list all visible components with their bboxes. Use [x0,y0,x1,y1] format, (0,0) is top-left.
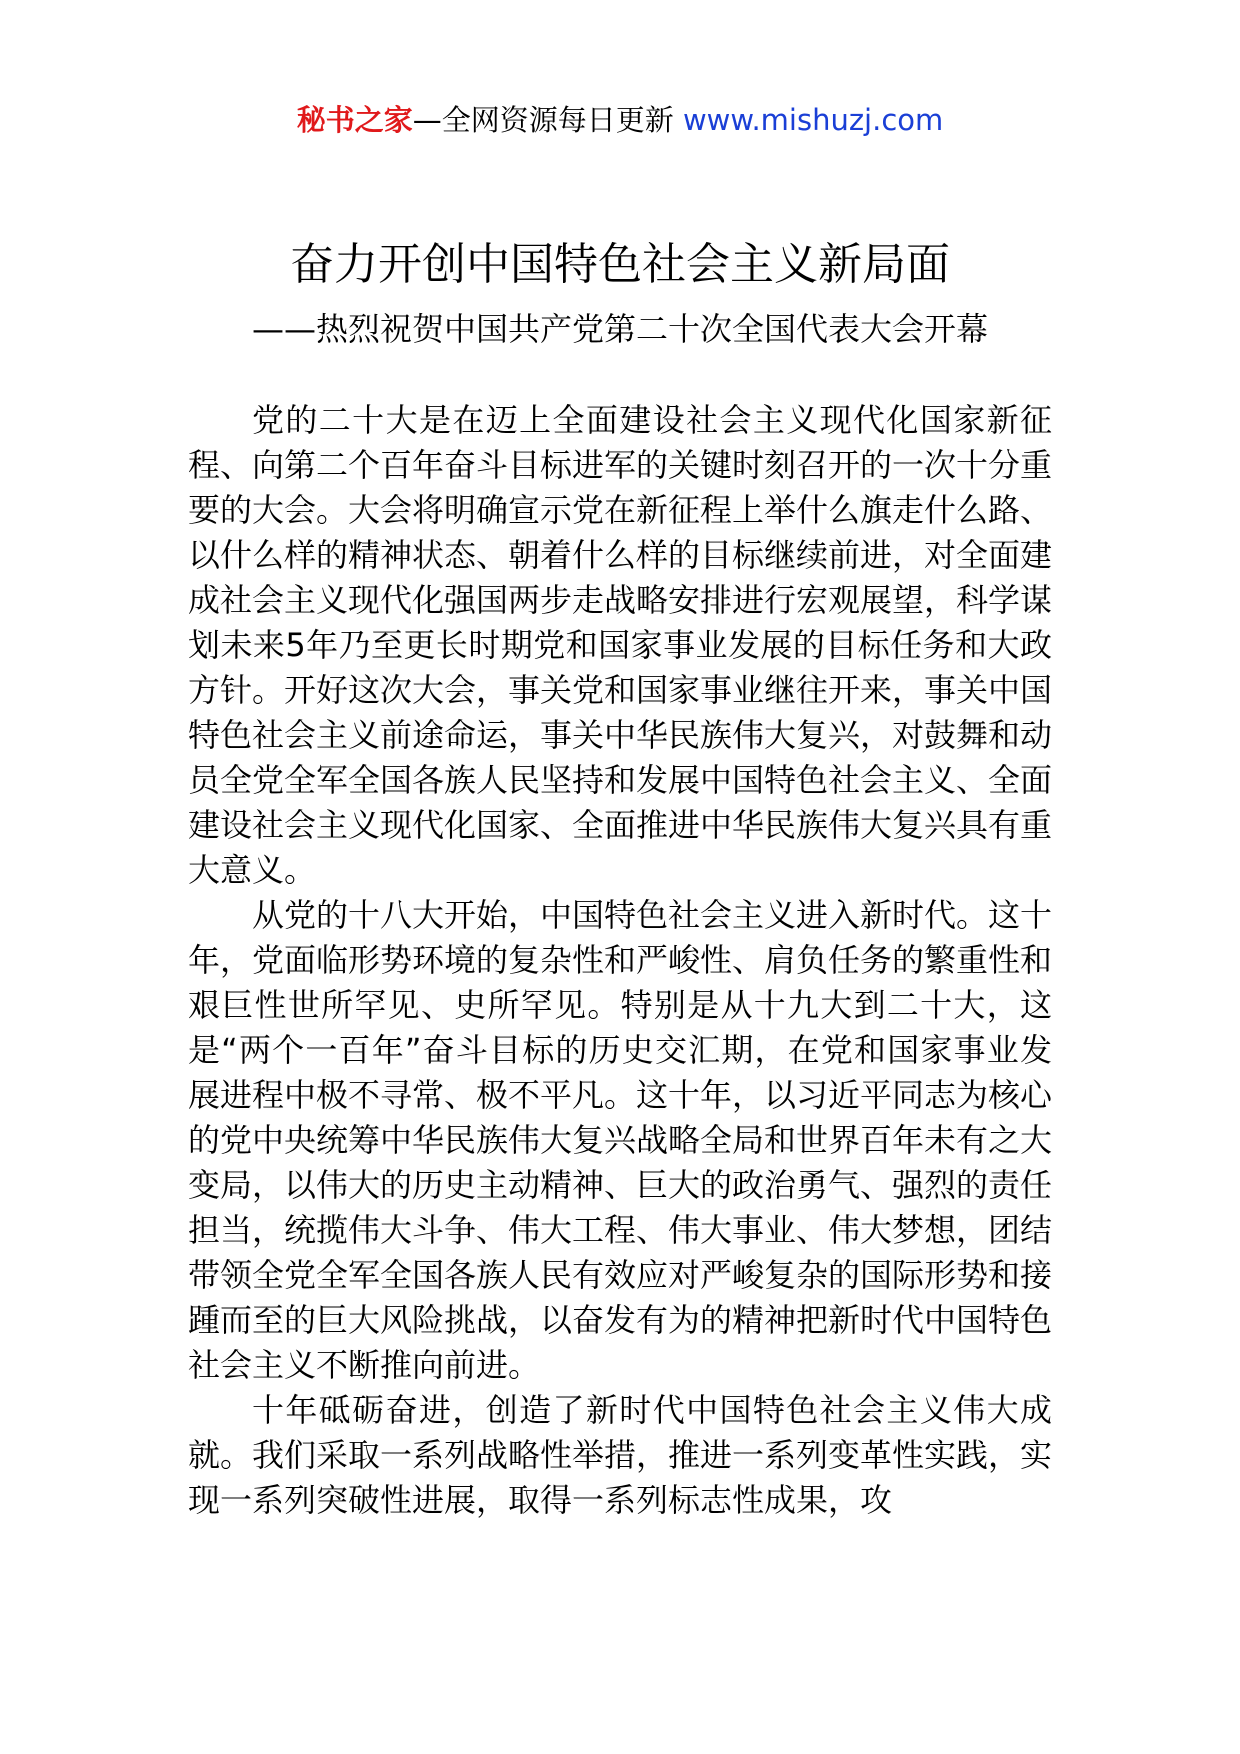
site-brand: 秘书之家 [296,103,413,137]
paragraph-1: 党的二十大是在迈上全面建设社会主义现代化国家新征程、向第二个百年奋斗目标进军的关键时刻召开的一次十分重要的大会。大会将明确宣示党在新征程上举什么旗走什么路、以什么样的精神状态、朝着什么样的目标继续前进，对全面建成社会主义现代化强国两步走战略安排进行宏观展望，科学谋划未来5年乃至更长时期党和国家事业发展的目标任务和大政方针。开好这次大会，事关党和国家事业继往开来，事关中国特色社会主义前途命运，事关中华民族伟大复兴，对鼓舞和动员全党全军全国各族人民坚持和发展中国特色社会主义、全面建设社会主义现代化国家、全面推进中华民族伟大复兴具有重大意义。 [188,401,1053,889]
site-tagline: —全网资源每日更新 [412,103,683,137]
paragraph-3: 十年砥砺奋进，创造了新时代中国特色社会主义伟大成就。我们采取一系列战略性举措，推进一系列变革性实践，实现一系列突破性进展，取得一系列标志性成果，攻 [188,1391,1053,1519]
article-subtitle: ——热烈祝贺中国共产党第二十次全国代表大会开幕 [251,310,988,348]
site-header [0,100,1240,140]
site-url[interactable]: www.mishuzj.com [682,103,944,137]
paragraph-2: 从党的十八大开始，中国特色社会主义进入新时代。这十年，党面临形势环境的复杂性和严峻性、肩负任务的繁重性和艰巨性世所罕见、史所罕见。特别是从十九大到二十大，这是“两个一百年”奋斗目标的历史交汇期，在党和国家事业发展进程中极不寻常、极不平凡。这十年，以习近平同志为核心的党中央统筹中华民族伟大复兴战略全局和世界百年未有之大变局，以伟大的历史主动精神、巨大的政治勇气、强烈的责任担当，统揽伟大斗争、伟大工程、伟大事业、伟大梦想，团结带领全党全军全国各族人民有效应对严峻复杂的国际形势和接踵而至的巨大风险挑战，以奋发有为的精神把新时代中国特色社会主义不断推向前进。 [188,896,1053,1384]
article-title: 奋力开创中国特色社会主义新局面 [290,239,950,290]
article-body [188,398,1052,1523]
